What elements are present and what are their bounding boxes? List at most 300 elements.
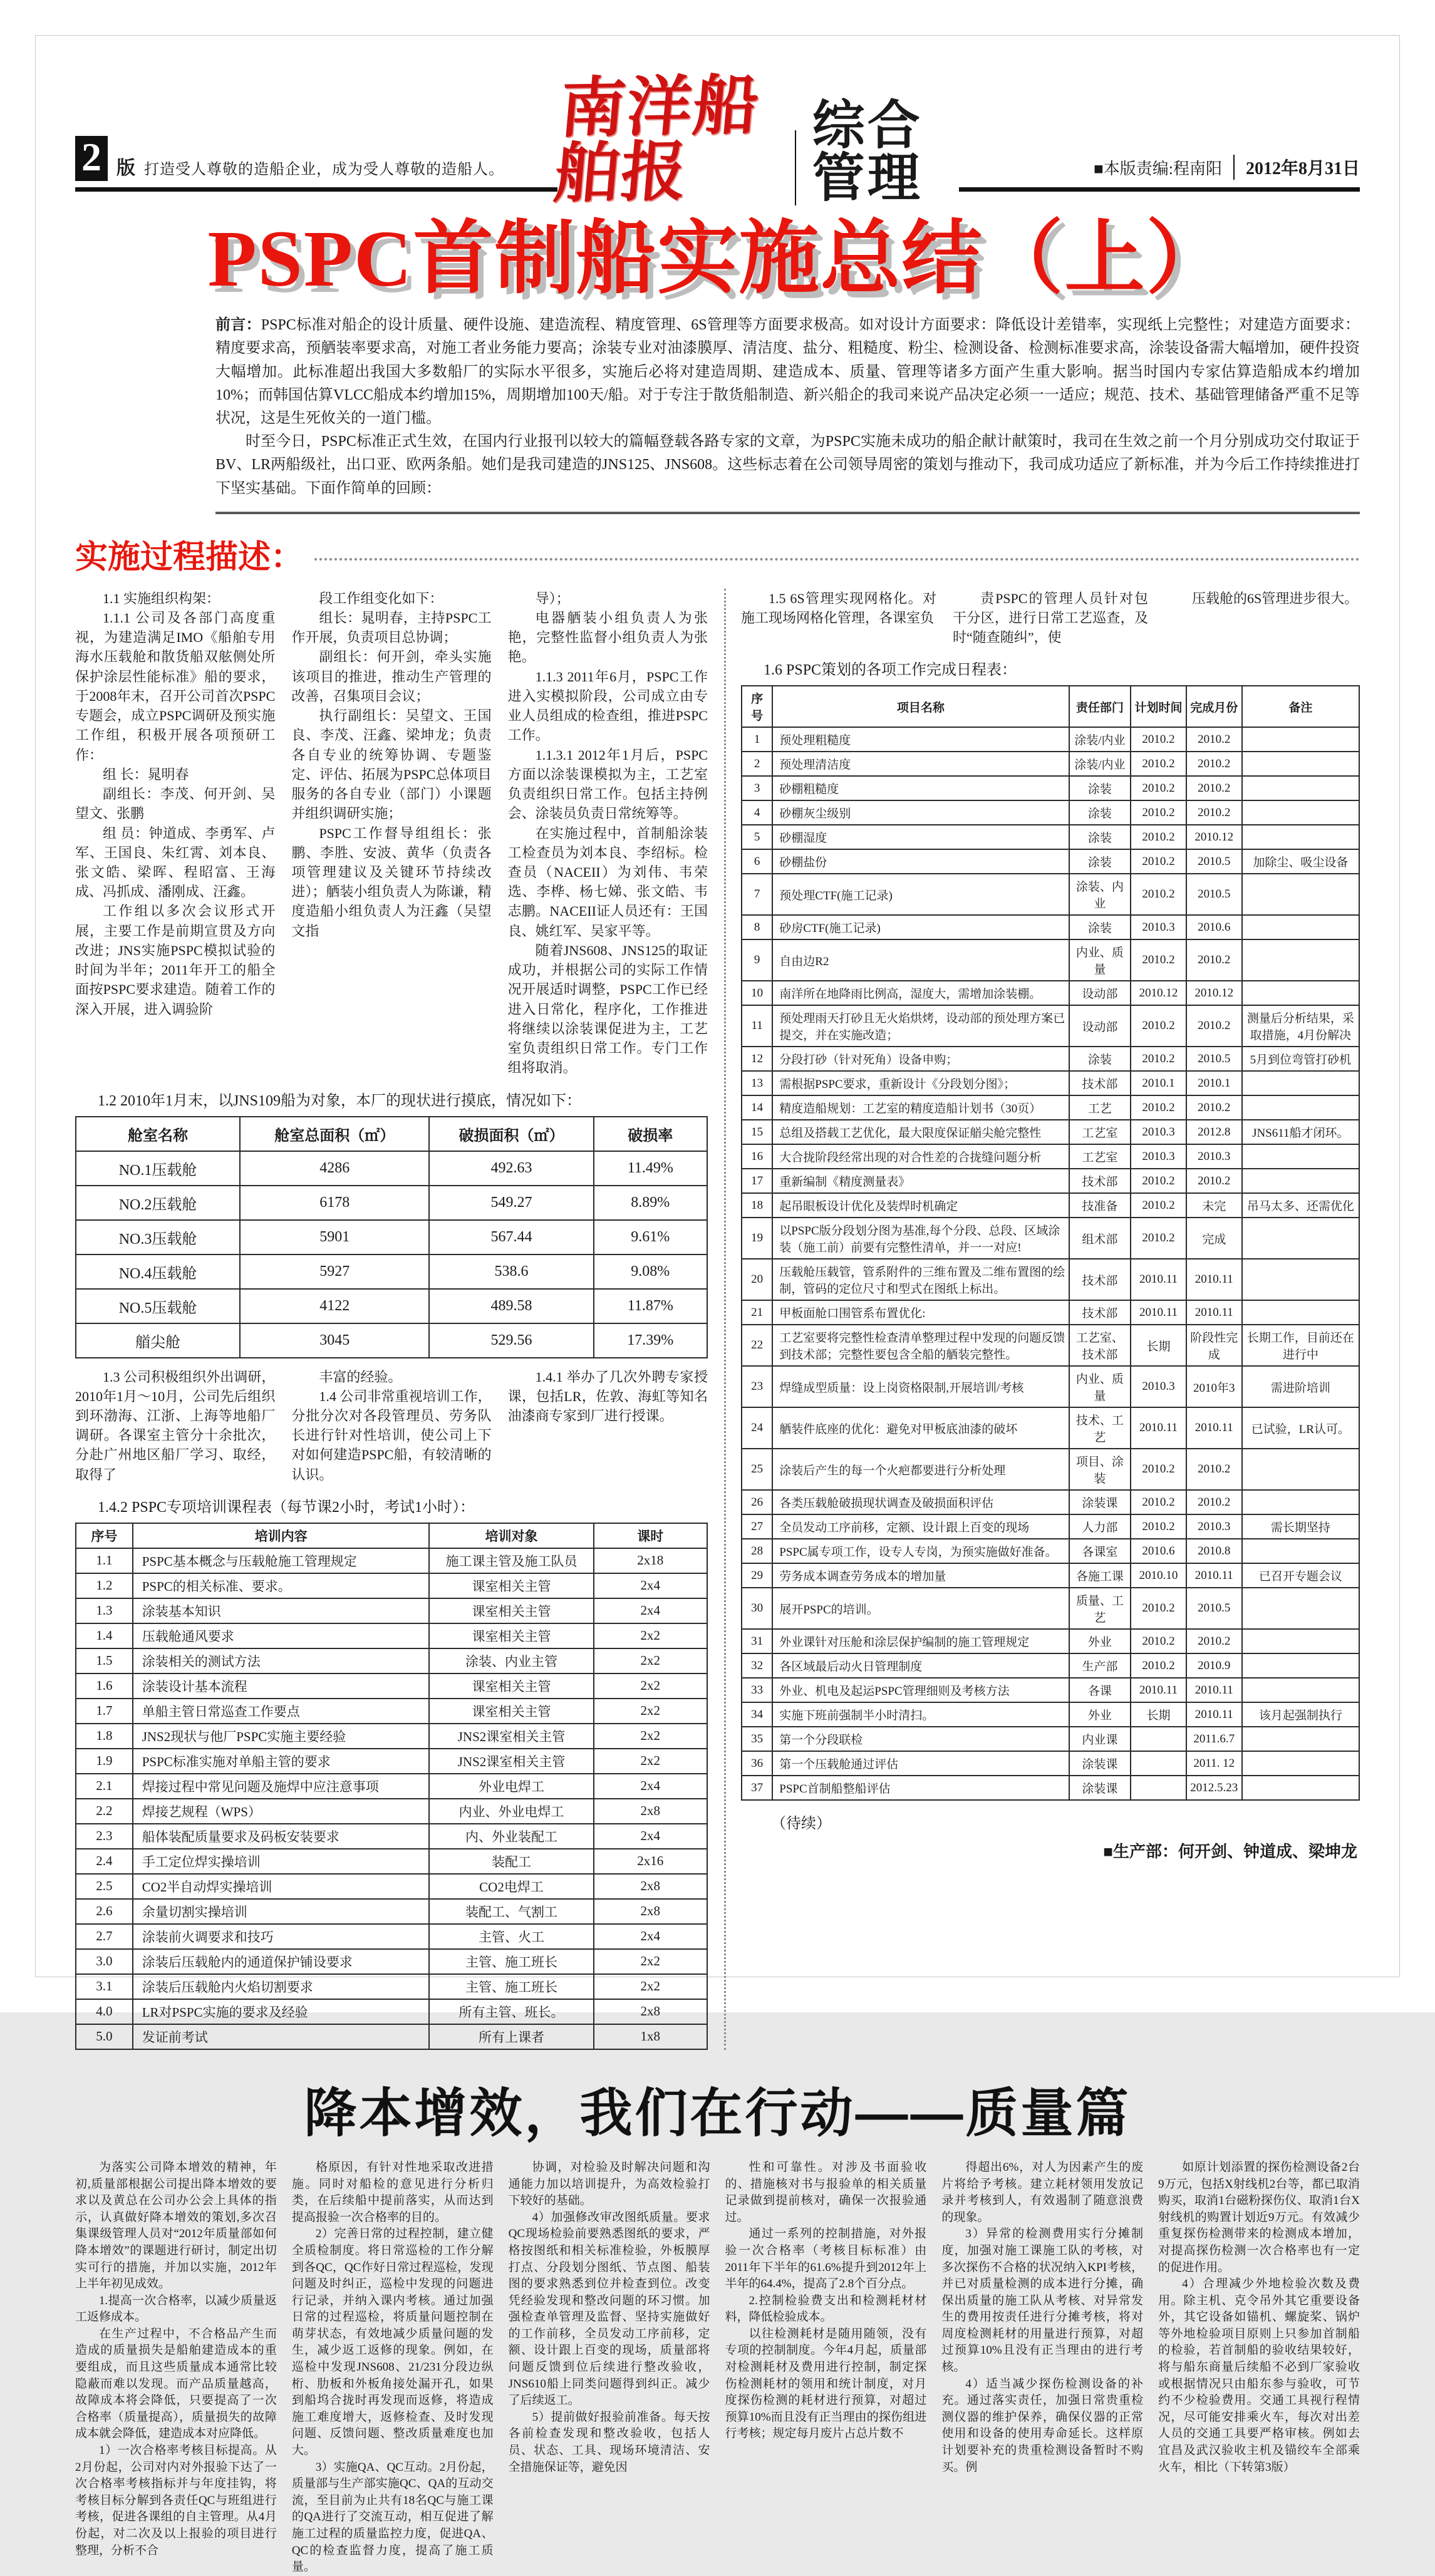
section-name: 综合管理 [812,97,923,208]
table-cell: 主管、施工班长 [429,1949,593,1974]
table-cell [1242,1071,1359,1095]
table-cell: 538.6 [429,1254,593,1289]
table-cell [1242,752,1359,776]
table-cell: NO.2压载舱 [76,1186,240,1220]
paragraph: 副组长：何开剑，牵头实施该项目的推进，推动生产管理的改善，召集项目会议； [291,649,492,704]
table-cell: 9 [742,939,772,981]
table-row [76,1699,707,1724]
paragraph: 丰富的经验。 [319,1368,402,1385]
table-cell: 2010.5 [1186,1047,1242,1071]
table-cell: 涂装设计基本流程 [133,1673,430,1699]
table-cell: 涂装后压载舱内火焰切割要求 [133,1974,430,1999]
table-header-cell: 舱室名称 [76,1117,240,1151]
table-cell: 10 [742,981,772,1005]
table-cell: 2011.6.7 [1186,1727,1242,1751]
table-cell: 所有上课者 [429,2024,593,2049]
table-row [742,1539,1359,1563]
editor-credit: ■本版责编:程南阳 [1094,159,1222,178]
table-cell: 各区域最后动火日管理制度 [772,1653,1069,1678]
table-row [76,1254,707,1289]
table-cell: 2010.5 [1186,849,1242,874]
table-row [76,1623,707,1648]
table-cell: 1.3 [76,1598,133,1623]
table-cell: 2012.8 [1186,1120,1242,1144]
table-cell: 2x2 [594,1623,707,1648]
paragraph: 压载舱的6S管理进步很大。 [1192,590,1359,606]
table-row [742,752,1359,776]
table-cell: 24 [742,1407,772,1449]
table-cell [1242,1629,1359,1653]
table-row [76,1548,707,1573]
paragraph: 5）提前做好报验前准备。每天按各前检查发现和整改验收，包括人员、状态、工具、现场环境清洁、安全措施保证等，避免因 [508,2410,710,2474]
table-cell: 各施工课 [1069,1563,1131,1588]
table-cell: 4 [742,800,772,825]
table-header-cell: 破损面积（㎡） [429,1117,593,1151]
table-cell: 涂装、内业主管 [429,1648,593,1673]
table-row [742,727,1359,752]
table-cell: 第一个压载舱通过评估 [772,1751,1069,1776]
table-row [742,1325,1359,1366]
table-row [742,1366,1359,1407]
table-cell [1242,1449,1359,1490]
table-cell: 焊缝成型质量：设上岗资格限制,开展培训/考核 [772,1366,1069,1407]
table-cell: 2010.2 [1131,1218,1186,1259]
table-cell: 已召开专题会议 [1242,1563,1359,1588]
table-row [742,800,1359,825]
text-column [75,2160,277,2576]
table-cell: 23 [742,1366,772,1407]
table-row [76,1949,707,1974]
paragraph: 3）实施QA、QC互动。2月份起，质量部与生产部实施QC、QA的互动交流，至目前为止共有18名QC与施工课的QA进行了交流互动，相互促进了解施工过程的质量监控力度，促进QA、QC的检查监督力度，提高了施工质量。 [291,2460,494,2574]
table-cell: 未完 [1186,1193,1242,1218]
table-cell: 艏尖舱 [76,1323,240,1358]
table-cell [1242,1653,1359,1678]
table-cell: 11.49% [594,1151,707,1186]
table-cell: 大合拢阶段经常出现的对合性差的合拢缝问题分析 [772,1144,1069,1169]
table-cell: 2x4 [594,1824,707,1849]
table-row [742,981,1359,1005]
table-row [76,1824,707,1849]
table-cell: 重新编制《精度测量表》 [772,1169,1069,1193]
table-cell: 外业、机电及起运PSPC管理细则及考核方法 [772,1678,1069,1702]
table-cell: 技术部 [1069,1071,1131,1095]
paragraph: PSPC工作督导组组长：张鹏、李胜、安波、黄华（负责各项管理建议及关键环节持续改进）；舾装小组负责人为陈谦，精度造船小组负责人为汪鑫（吴望文指 [291,825,492,939]
table-cell: 2.5 [76,1874,133,1899]
table-cell: 15 [742,1120,772,1144]
table-header-cell: 备注 [1242,686,1359,727]
paragraph: 1.1.3.1 2012年1月后，PSPC方面以涂装课模拟为主，工艺室负责组织日常工作。包括主持例会、涂装员负责日常统筹等。 [507,747,708,822]
table-header-row [742,686,1359,727]
table-cell: 项目、涂装 [1069,1449,1131,1490]
table-cell [1242,800,1359,825]
paragraph: 1.4 公司非常重视培训工作，分批分次对各段管理员、劳务队长进行针对性培训，使公司上下对如何建造PSPC船，有较清晰的认识。 [291,1388,492,1482]
bottom-article-columns [75,2160,1360,2576]
table-cell [1242,1751,1359,1776]
table-cell: 工艺室 [1069,1120,1131,1144]
table-cell: 涂装 [1069,776,1131,800]
table-cell: 涂装 [1069,825,1131,849]
paragraph: 1.1 实施组织构架： [103,590,220,606]
table-cell: 南洋所在地降雨比例高，湿度大，需增加涂装棚。 [772,981,1069,1005]
table-cell [1131,1727,1186,1751]
table-cell: 2010.2 [1131,1588,1186,1629]
table-cell: 2010.11 [1131,1678,1186,1702]
paragraph: 如原计划添置的探伤检测设备2台9万元，包括X射线机2台等，都已取消购买，取消1台磁粉探伤仪、取消1台X射线机的购置计划近9万元。有效减少重复探伤检测带来的检测成本增加，对提高探伤检测一次合格率也有一定的促进作用。 [1158,2160,1360,2274]
table-cell: 课室相关主管 [429,1673,593,1699]
table-cell: 2.1 [76,1774,133,1799]
paragraph: 导）； [535,590,570,606]
table-cell: 19 [742,1218,772,1259]
table-cell: 2x2 [594,1749,707,1774]
table-cell: 2010.11 [1186,1259,1242,1300]
table-cell: 2010.2 [1131,800,1186,825]
table-cell: 2010.11 [1186,1702,1242,1727]
text-column [1164,589,1360,648]
table-cell: 2010.5 [1186,1588,1242,1629]
table-header-cell: 项目名称 [772,686,1069,727]
table-cell: 技术部 [1069,1259,1131,1300]
table-cell: 2010.11 [1186,1563,1242,1588]
table-cell: 2x8 [594,1874,707,1899]
table-cell: 2010.10 [1131,1563,1186,1588]
table-cell: PSPC属专项工作，设专人专岗，为预实施做好准备。 [772,1539,1069,1563]
paragraph: 以往检测耗材是随用随领，没有专项的控制制度。今年4月起，质量部对检测耗材及费用进行控制，制定探伤检测耗材的领用和统计制度，对月度探伤检测的耗材进行预算，对超过预算10%而且没有正当理由的探伤组进行考核；规定每月废片占总片数不 [725,2327,927,2441]
table-cell: 内业、外业电焊工 [429,1799,593,1824]
right-half [726,589,1360,2050]
table-row [742,1563,1359,1588]
table-cell: 7 [742,874,772,915]
text-column [292,2160,494,2576]
table-cell: 34 [742,1702,772,1727]
table-cell [1242,1300,1359,1325]
table-cell: 课室相关主管 [429,1699,593,1724]
table-cell: CO2半自动焊实操培训 [133,1874,430,1899]
table-cell: 舾装件底座的优化：避免对甲板底油漆的破坏 [772,1407,1069,1449]
table-cell: PSPC的相关标准、要求。 [133,1573,430,1598]
table-cell: 展开PSPC的培训。 [772,1588,1069,1629]
paragraph: 工作组以多次会议形式开展，主要工作是前期宣贯及方向改进；JNS实施PSPC模拟试验的时间为半年；2011年开工的船全面按PSPC要求建造。随着工作的深入开展，进入调验阶 [75,903,276,1017]
table-cell: 2010.2 [1131,1514,1186,1539]
table-cell: 2010.3 [1131,1366,1186,1407]
table-cell: LR对PSPC实施的要求及经验 [133,1999,430,2024]
table-cell: JNS611船才闭环。 [1242,1120,1359,1144]
table-cell: 技术、工艺 [1069,1407,1131,1449]
table-cell: 567.44 [429,1220,593,1254]
table-cell: 涂装 [1069,849,1131,874]
table-cell: 2010.2 [1131,874,1186,915]
table-cell: 预处理粗糙度 [772,727,1069,752]
table-cell: 2x2 [594,1974,707,1999]
table-cell: 分段打砂（针对死角）设备申购； [772,1047,1069,1071]
table-cell: 5月到位弯管打砂机 [1242,1047,1359,1071]
paragraph: 1.1.3 2011年6月，PSPC工作进入实模拟阶段，公司成立由专业人员组成的检查组，推进PSPC工作。 [507,668,708,743]
paragraph: 组 员：钟道成、李勇军、卢 军、王国良、朱红霄、刘本良、张文皓、梁晖、程昭富、王海成、冯抓成、潘刚成、汪鑫。 [75,825,276,900]
table-cell: 4.0 [76,1999,133,2024]
text-column [291,1367,491,1484]
to-be-continued: （待续） [771,1816,831,1833]
text-column [725,2160,926,2576]
table-cell: PSPC首制船整船评估 [772,1776,1069,1800]
table-cell: 37 [742,1776,772,1800]
table-cell: 2010.8 [1186,1539,1242,1563]
table-row [76,1186,707,1220]
table-cell [1242,939,1359,981]
text-column [941,2160,1143,2576]
table-cell: 2x4 [594,1598,707,1623]
foreword-rule [215,512,1360,514]
table-row [76,2024,707,2049]
table-cell: 2x2 [594,1699,707,1724]
table-cell: 33 [742,1678,772,1702]
table-cell: 2 [742,752,772,776]
table-cell: 设动部 [1069,1005,1131,1047]
table-cell: 课室相关主管 [429,1573,593,1598]
table-cell: 2.2 [76,1799,133,1824]
table-row [76,1849,707,1874]
table-header-cell: 完成月份 [1186,686,1242,727]
table-row [742,1218,1359,1259]
table-cell: 以PSPC版分段划分图为基准,每个分段、总段、区域涂装（施工前）前要有完整性清单，并一一对应! [772,1218,1069,1259]
table-row [76,1220,707,1254]
text-column [508,1367,708,1484]
table-cell: 2010.11 [1131,1300,1186,1325]
table-row [742,1071,1359,1095]
table-cell: 4122 [240,1289,429,1323]
table-cell: JNS2课室相关主管 [429,1724,593,1749]
table-row [742,1727,1359,1751]
table-cell: 已试验，LR认可。 [1242,1407,1359,1449]
paragraph: 协调，对检验及时解决问题和沟通能力加以培训提升，为高效检验打下较好的基础。 [508,2160,710,2208]
paragraph: 1.5 6S管理实现网格化。对施工现场网格化管理，各课室负 [741,590,936,626]
table-cell: 2010.11 [1131,1407,1186,1449]
table-cell: 焊接艺规程（WPS） [133,1799,430,1824]
text-column [291,589,491,1078]
table-row [742,1702,1359,1727]
table-cell: 涂装/内业 [1069,727,1131,752]
table-cell: NO.4压载舱 [76,1254,240,1289]
table-cell: 2010.2 [1186,1005,1242,1047]
table-cell: 砂棚湿度 [772,825,1069,849]
table-cell: 2010.2 [1186,1449,1242,1490]
table-cell: 35 [742,1727,772,1751]
edition-label: 版 [117,158,135,178]
table-cell: 内业课 [1069,1727,1131,1751]
text-column [1158,2160,1360,2576]
table-cell: 2010.12 [1131,981,1186,1005]
table-cell: 489.58 [429,1289,593,1323]
table-cell: 1.8 [76,1724,133,1749]
masthead-divider [795,130,796,205]
table-row [76,1999,707,2024]
table-cell: 涂装相关的测试方法 [133,1648,430,1673]
header-right [959,155,1360,192]
table-cell: 14 [742,1095,772,1120]
paragraph: 随着JNS608、JNS125的取证成功，并根据公司的实际工作情况开展适时调整，PSPC工作已经进入日常化，程序化，工作推进将继续以涂装课促进为主，工艺室负责组织日常工作。专门工作组将取消。 [507,942,708,1076]
table-cell: 5 [742,825,772,849]
newspaper-title: 南洋船舶报 [551,70,763,211]
table-cell: 2010.5 [1186,874,1242,915]
table-row [76,1724,707,1749]
table-cell: 人力部 [1069,1514,1131,1539]
table-cell: 2010.1 [1131,1071,1186,1095]
table-cell: 28 [742,1539,772,1563]
table-cell: 2010.3 [1131,1144,1186,1169]
table-cell [1242,1095,1359,1120]
main-body [75,589,1360,2050]
table-cell [1242,1259,1359,1300]
table-cell: 2010.3 [1186,1514,1242,1539]
table-cell: 该月起强制执行 [1242,1702,1359,1727]
table-cell: 总组及搭载工艺优化，最大限度保证艏尖舱完整性 [772,1120,1069,1144]
table-cell: 2x2 [594,1949,707,1974]
table-cell: 16 [742,1144,772,1169]
table-cell [1242,1776,1359,1800]
table-cell: 2x16 [594,1849,707,1874]
table-cell: 2010年3 [1186,1366,1242,1407]
table-cell: 4286 [240,1151,429,1186]
section1-title: 实施过程描述： [75,539,304,576]
table-cell: 3045 [240,1323,429,1358]
table-cell: 2010.3 [1131,915,1186,939]
table-cell: 余量切割实操培训 [133,1899,430,1924]
table-cell: 单船主管日常巡查工作要点 [133,1699,430,1724]
production-credit: ■生产部：何开剑、钟道成、梁坤龙 [1103,1842,1357,1861]
table-cell: 2x8 [594,1799,707,1824]
table-cell: 内业、质量 [1069,939,1131,981]
table-cell: 2010.2 [1131,1095,1186,1120]
table-cell: 2010.6 [1186,915,1242,939]
table-cell: 2x2 [594,1724,707,1749]
table-cell: 2x2 [594,1648,707,1673]
table-cell [1242,915,1359,939]
right-text-columns [741,589,1360,648]
paragraph: 副组长：李茂、何开剑、吴望文、张鹏 [75,786,276,822]
table-cell: 5901 [240,1220,429,1254]
publication-date: 2012年8月31日 [1245,159,1360,178]
table-cell: 质量、工艺 [1069,1588,1131,1629]
table-cell: 2x4 [594,1774,707,1799]
table-cell: 2x4 [594,1924,707,1949]
table-cell: 全员发动工序前移，定额、设计跟上百变的现场 [772,1514,1069,1539]
table-cell [1242,1144,1359,1169]
table-cell: 第一个分段联检 [772,1727,1069,1751]
table-header-row [76,1523,707,1548]
table-cell: 组术部 [1069,1218,1131,1259]
table-row [742,1193,1359,1218]
paragraph: 格原因，有针对性地采取改进措施。同时对船检的意见进行分析归类，在后续船中提前落实，从而达到提高报验一次合格率的目的。 [291,2160,494,2224]
table-row [76,1799,707,1824]
table-row [76,1874,707,1899]
edition-number: 2 [75,136,108,181]
table-cell: 2.6 [76,1899,133,1924]
foreword-para1 [215,314,1360,430]
table-row [742,1678,1359,1702]
table-row [742,1169,1359,1193]
table-cell: 36 [742,1751,772,1776]
paragraph: 1.3 公司积极组织外出调研，2010年1月～10月，公司先后组织到环渤海、江浙、上海等地船厂调研。各课室主管分十余批次，分赴广州地区船厂学习、取经，取得了 [75,1368,276,1482]
table-header-cell: 舱室总面积（㎡） [240,1117,429,1151]
table-cell: 2010.2 [1186,1490,1242,1514]
table-cell: 2010.11 [1131,1259,1186,1300]
table-cell: 2011. 12 [1186,1751,1242,1776]
table-row [742,1144,1359,1169]
table-cell: 施工课主管及施工队员 [429,1548,593,1573]
table-row [742,874,1359,915]
table-cell: 砂棚粗糙度 [772,776,1069,800]
table-row [76,1323,707,1358]
table-cell: 主管、火工 [429,1924,593,1949]
table-cell [1131,1751,1186,1776]
table-cell: PSPC标准实施对单船主管的要求 [133,1749,430,1774]
table-cell: 30 [742,1588,772,1629]
table-cell: 测量后分析结果，采取措施，4月份解决 [1242,1005,1359,1047]
table-row [76,1924,707,1949]
table-row [76,1648,707,1673]
dotted-leader [314,556,1360,561]
table-cell: 5927 [240,1254,429,1289]
paragraph: 组 长：晁明春 [103,766,189,782]
table-cell: 2010.11 [1186,1300,1242,1325]
table-cell: 压载舱通风要求 [133,1623,430,1648]
paragraph: 1）一次合格率考核目标提高。从2月份起，公司对内对外报验下达了一次合格率考核指标并与年度挂钩，将考核目标分解到各责任QC与班组进行考核，促进各课组的自主管理。从4月份起，对二次及以上报验的项目进行整理，分析不合 [75,2444,277,2557]
table-row [76,1151,707,1186]
table-cell: JNS2现状与他厂PSPC实施主要经验 [133,1724,430,1749]
table-cell: NO.1压载舱 [76,1151,240,1186]
cabin-damage-table [75,1116,708,1358]
table-cell: 2010.2 [1131,825,1186,849]
table-row [742,1120,1359,1144]
table-row [76,1774,707,1799]
table-cell: 各课室 [1069,1539,1131,1563]
table-cell: 2010.11 [1186,1407,1242,1449]
training-table-caption: 1.4.2 PSPC专项培训课程表（每节课2小时，考试1小时）： [98,1499,475,1516]
table-cell: 549.27 [429,1186,593,1220]
table-cell [1242,1490,1359,1514]
paragraph: 在实施过程中，首制船涂装工检查员为刘本良、李绍标。检查员（NACEII）为刘伟、韦荣选、李桦、杨七娣、张文皓、韦志鹏。NACEII证人员还有：王国良、姚红军、吴家平等。 [507,825,708,939]
table-row [76,1573,707,1598]
table-cell: 工艺室 [1069,1144,1131,1169]
table-cell: 砂房CTF(施工记录) [772,915,1069,939]
table-row [76,1974,707,1999]
table-row [742,1514,1359,1539]
table-cell: 各课 [1069,1678,1131,1702]
table-cell: 2010.2 [1131,776,1186,800]
table-cell: 涂装 [1069,1047,1131,1071]
table-cell: 甲板面舱口围管系布置优化: [772,1300,1069,1325]
paragraph: 4）合理减少外地检验次数及费用。除主机、克令吊外其它重要设备外，其它设备如锚机、螺旋桨、锅炉等外地检验项目原则上只参加首制船的检验，若首制船的验收结果较好，将与船东商量后续船不必到厂家验收或根据情况只由船东参与验收，可节约不少检验费用。交通工具视行程情况，尽可能安排乘火车，每次对出差人员的交通工具要严格审核。例如去宜昌及武汉验收主机及锚绞车全部乘火车，相比（下转第3版） [1158,2277,1360,2474]
table-cell: 自由边R2 [772,939,1069,981]
table-cell: 2010.2 [1131,1047,1186,1071]
table-cell: 529.56 [429,1323,593,1358]
table-cell: 21 [742,1300,772,1325]
text-column [508,589,708,1078]
paragraph: 电器舾装小组负责人为张艳，完整性监督小组负责人为张艳。 [507,609,708,665]
paragraph: 3）异常的检测费用实行分摊制度，加强对施工课施工队的考核，对多次探伤不合格的状况纳入KPI考核，并已对质量检测的成本进行分摊，确保出质量的施工队从考核、对异常发生的费用按责任进行分摊考核，将对周度检测耗材的用量进行预算，对超过预算10%且没有正当理由的进行考核。 [941,2227,1144,2374]
foreword [215,314,1360,500]
table-cell: 8 [742,915,772,939]
table-row [742,1300,1359,1325]
table-cell: 2010.2 [1186,776,1242,800]
company-slogan: 打造受人尊敬的造船企业，成为受人尊敬的造船人。 [144,162,504,178]
table-cell: 2010.1 [1186,1071,1242,1095]
header-left [75,136,557,192]
training-course-table [75,1523,708,2050]
table-cell: 2010.2 [1186,727,1242,752]
table-cell: 29 [742,1563,772,1588]
table-cell: 技术部 [1069,1300,1131,1325]
table-cell: 31 [742,1629,772,1653]
table-cell: 技准备 [1069,1193,1131,1218]
